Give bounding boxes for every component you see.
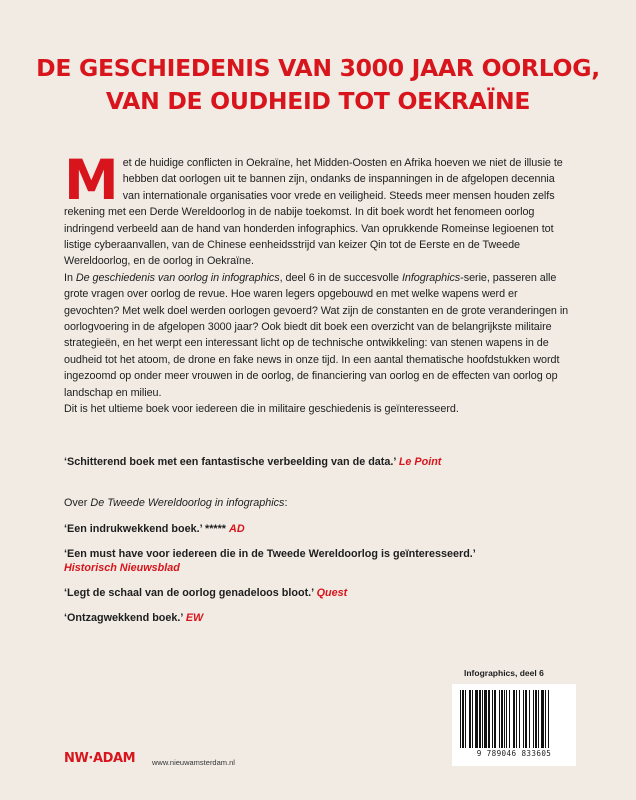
- quote-text: ‘Schitterend boek met een fantastische verbeelding van de data.’: [64, 456, 396, 468]
- publisher-logo: NW·ADAM: [64, 751, 136, 766]
- quote-text: ‘Een indrukwekkend boek.’ *****: [64, 523, 227, 535]
- review-quotes: [64, 522, 476, 636]
- blurb: [64, 148, 572, 418]
- quote-source: AD: [229, 523, 245, 535]
- quote-text: ‘Ontzagwekkend boek.’: [64, 612, 183, 624]
- review-quote: [64, 522, 476, 536]
- blurb-paragraph-2: In De geschiedenis van oorlog in infographics, deel 6 in de succesvolle Infographics-serie, passeren alle grote vragen over oorlog de revue. Hoe waren legers opgebouwd en met welke wapens werd er gevochten? Met welk doel werden oorlogen gevoerd? Wat zijn de constanten en de grote veranderingen in oorlogvoering in de afgelopen 3000 jaar? Ook biedt dit boek een overzicht van de belangrijkste militaire strategieën, en het werpt een interessant licht op de technische ontwikkeling: van stenen wapens in de oudheid tot het atoom, de drone en fake news in onze tijd. In een aantal thematische hoofdstukken wordt ingezoomd op onder meer vrouwen in de oorlog, de financiering van oorlog en de effecten van oorlog op landschap en milieu.: [64, 271, 569, 399]
- quote-text: ‘Een must have voor iedereen die in de Tweede Wereldoorlog is geïnteresseerd.’: [64, 548, 476, 560]
- title-line-2: VAN DE OUDHEID TOT OEKRAÏNE: [105, 87, 531, 115]
- barcode-bars-icon: [458, 690, 570, 748]
- review-quote: [64, 586, 476, 600]
- barcode: [452, 684, 576, 766]
- review-quote: [64, 611, 476, 625]
- quote-source: Historisch Nieuwsblad: [64, 562, 180, 574]
- quote-text: ‘Legt de schaal van de oorlog genadeloos bloot.’: [64, 587, 314, 599]
- quote-source: Quest: [316, 587, 348, 599]
- isbn-number: 9 789046 833605: [476, 749, 552, 758]
- quote-source: EW: [185, 612, 204, 624]
- cover-title: [20, 52, 616, 118]
- title-line-1: DE GESCHIEDENIS VAN 3000 JAAR OORLOG,: [36, 54, 600, 82]
- drop-cap: M: [64, 148, 119, 212]
- other-book-title: De Tweede Wereldoorlog in infographics: [90, 497, 285, 509]
- book-title: De geschiedenis van oorlog in infographics: [75, 271, 280, 284]
- review-quote: [64, 547, 476, 575]
- other-book-intro: Over De Tweede Wereldoorlog in infographics:: [64, 497, 288, 509]
- publisher-url[interactable]: www.nieuwamsterdam.nl: [152, 758, 235, 767]
- main-quote: [64, 456, 441, 468]
- quote-source: Le Point: [398, 456, 442, 468]
- blurb-paragraph-1: Met de huidige conflicten in Oekraïne, het Midden-Oosten en Afrika hoeven we niet de illusie te hebben dat oorlogen uit te bannen zijn, ondanks de inspanningen in de afgelopen decennia van internationale organisaties voor vrede en veiligheid. Steeds meer mensen houden zelfs rekening met een Derde Wereldoorlog in de nabije toekomst. In dit boek wordt het fenomeen oorlog indringend verbeeld aan de hand van honderden infographics. Van oprukkende Romeinse legioenen tot listige cyberaanvallen, van de Chinese eenheidsstrijd van keizer Qin tot de Eerste en de Tweede Wereldoorlog, en de oorlog in Oekraïne.: [64, 148, 563, 268]
- series-name: Infographics: [401, 271, 461, 284]
- series-label: Infographics, deel 6: [464, 668, 544, 678]
- blurb-paragraph-3: Dit is het ultieme boek voor iedereen die in militaire geschiedenis is geïnteresseerd.: [64, 403, 459, 416]
